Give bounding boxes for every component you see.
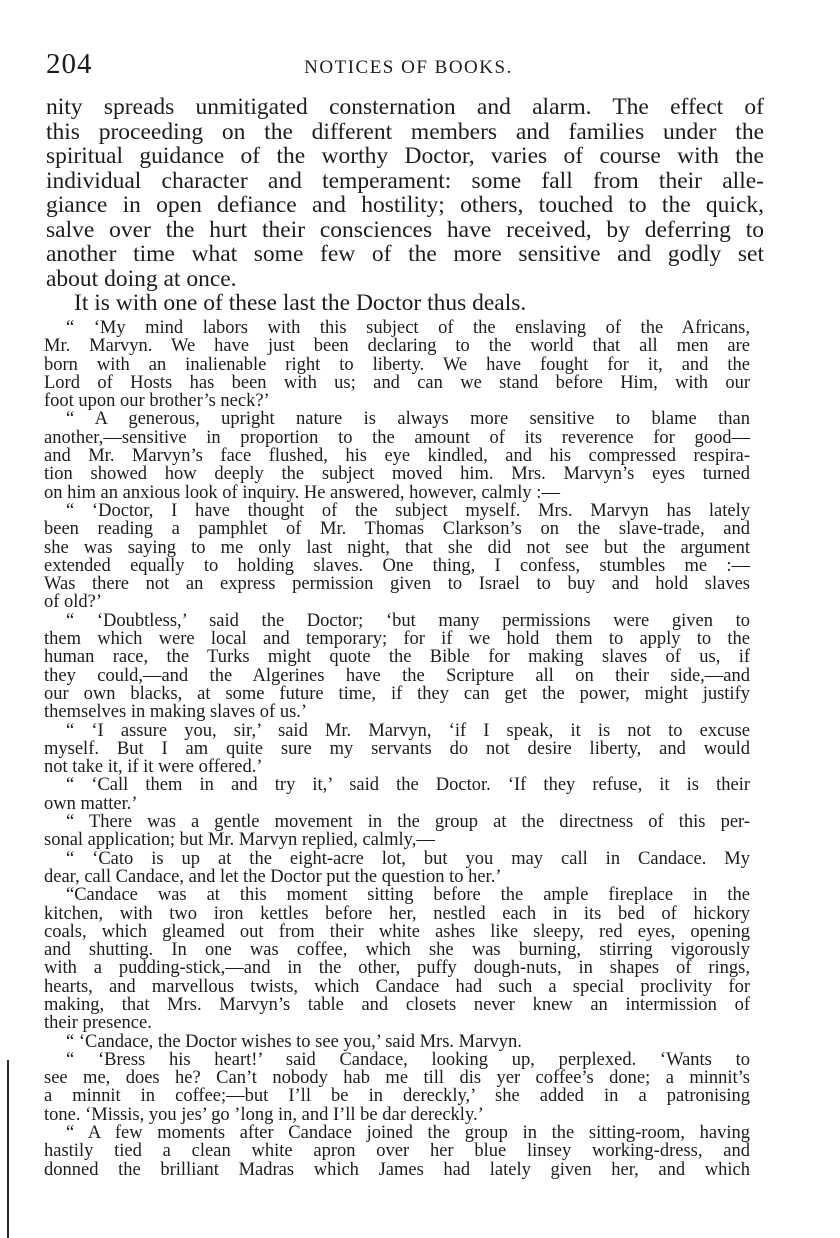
quote-line: “ A few moments after Candace joined the group in the sitting-room, having xyxy=(66,1123,750,1144)
body-text xyxy=(46,95,764,316)
quote-line: human race, the Turks might quote the Bible for making slaves of us, if xyxy=(44,647,750,668)
margin-rule xyxy=(7,1060,9,1238)
quote-line: “ ‘Call them in and try it,’ said the Doctor. ‘If they refuse, it is their xyxy=(66,775,750,796)
quote-line: “ ‘Candace, the Doctor wishes to see you,’ said Mrs. Marvyn. xyxy=(66,1031,522,1052)
quote-line: “ ‘Doubtless,’ said the Doctor; ‘but many permissions were given to xyxy=(66,610,750,631)
quote-line: Was there not an express permission given to Israel to buy and hold slaves xyxy=(44,574,750,595)
quote-line: them which were local and temporary; for if we hold them to apply to the xyxy=(44,629,750,650)
quote-line: own matter.’ xyxy=(44,793,138,814)
quote-line: foot upon our brother’s neck?’ xyxy=(44,391,270,412)
quote-line: another,—sensitive in proportion to the amount of its reverence for good— xyxy=(44,427,750,448)
running-head: NOTICES OF BOOKS. xyxy=(304,57,513,78)
quote-line: “ There was a gentle movement in the group at the directness of this per- xyxy=(66,812,750,833)
body-line: It is with one of these last the Doctor thus deals. xyxy=(74,290,527,316)
body-line: individual character and temperament: some fall from their alle- xyxy=(46,167,764,194)
quote-line: “ A generous, upright nature is always more sensitive to blame than xyxy=(66,409,750,430)
quote-line: on him an anxious look of inquiry. He answered, however, calmly :— xyxy=(44,482,560,503)
quote-line: and shutting. In one was coffee, which she was burning, stirring vigorously xyxy=(44,940,750,961)
quote-line: they could,—and the Algerines have the Scripture all on their side,—and xyxy=(44,665,750,686)
body-line: salve over the hurt their consciences have received, by deferring to xyxy=(46,216,764,243)
quote-line: “ ‘Bress his heart!’ said Candace, looking up, perplexed. ‘Wants to xyxy=(66,1049,750,1070)
quote-line: and Mr. Marvyn’s face flushed, his eye kindled, and his compressed respira- xyxy=(44,446,750,467)
quote-line: hearts, and marvellous twists, which Candace had such a special proclivity for xyxy=(44,976,750,997)
quote-line: kitchen, with two iron kettles before her, nestled each in its bed of hickory xyxy=(44,903,750,924)
body-line: another time what some few of the more sensitive and godly set xyxy=(46,241,764,267)
quote-line: themselves in making slaves of us.’ xyxy=(44,702,308,723)
quote-line: been reading a pamphlet of Mr. Thomas Clarkson’s on the slave-trade, and xyxy=(44,519,750,540)
quote-line: tion showed how deeply the subject moved him. Mrs. Marvyn’s eyes turned xyxy=(44,464,750,485)
body-line: spiritual guidance of the worthy Doctor, varies of course with the xyxy=(46,143,764,169)
quote-line: making, that Mrs. Marvyn’s table and closets never knew an intermission of xyxy=(44,994,750,1015)
quote-line: coals, which gleamed out from their white ashes like sleepy, red eyes, opening xyxy=(44,921,750,942)
quote-line: tone. ‘Missis, you jes’ go ’long in, and I’ll be dar dereckly.’ xyxy=(44,1104,484,1125)
quote-line: extended equally to holding slaves. One thing, I confess, stumbles me :— xyxy=(44,555,750,576)
quote-line: with a pudding-stick,—and in the other, puffy dough-nuts, in shapes of rings, xyxy=(44,958,750,979)
quote-line: born with an inalienable right to liberty. We have fought for it, and the xyxy=(44,354,750,375)
quote-line: Lord of Hosts has been with us; and can we stand before Him, with our xyxy=(44,372,750,393)
body-line: giance in open defiance and hostility; others, touched to the quick, xyxy=(46,192,764,218)
quote-line: “ ‘My mind labors with this subject of the enslaving of the Africans, xyxy=(66,318,750,338)
quote-line: “ ‘Doctor, I have thought of the subject myself. Mrs. Marvyn has lately xyxy=(66,500,750,521)
quote-line: dear, call Candace, and let the Doctor put the question to her.’ xyxy=(44,866,502,887)
quote-line: their presence. xyxy=(44,1013,152,1034)
quote-line: “Candace was at this moment sitting before the ample fireplace in the xyxy=(66,885,750,906)
quote-line: she was saying to me only last night, that she did not see but the argument xyxy=(44,537,750,558)
quote-line: hastily tied a clean white apron over her blue linsey working-dress, and xyxy=(44,1141,750,1162)
quoted-extract xyxy=(44,319,750,1179)
body-line: nity spreads unmitigated consternation and alarm. The effect of xyxy=(46,94,764,120)
quote-line: donned the brilliant Madras which James had lately given her, and which xyxy=(44,1159,750,1180)
quote-line: see me, does he? Can’t nobody hab me till dis yer coffee’s done; a minnit’s xyxy=(44,1068,750,1089)
body-line: about doing at once. xyxy=(46,265,237,292)
quote-line: sonal application; but Mr. Marvyn replied, calmly,— xyxy=(44,830,435,851)
quote-line: our own blacks, at some future time, if they can get the power, might justify xyxy=(44,683,750,704)
quote-line: Mr. Marvyn. We have just been declaring to the world that all men are xyxy=(44,336,750,357)
body-line: this proceeding on the different members and families under the xyxy=(46,118,764,145)
quote-line: of old?’ xyxy=(44,592,103,613)
page-number: 204 xyxy=(46,48,93,80)
quote-line: “ ‘I assure you, sir,’ said Mr. Marvyn, ‘if I speak, it is not to excuse xyxy=(66,720,750,741)
quote-line: myself. But I am quite sure my servants do not desire liberty, and would xyxy=(44,738,750,759)
page-header xyxy=(46,46,771,86)
quote-line: not take it, if it were offered.’ xyxy=(44,757,263,778)
quote-line: a minnit in coffee;—but I’ll be in dereckly,’ she added in a patronising xyxy=(44,1086,750,1107)
quote-line: “ ‘Cato is up at the eight-acre lot, but you may call in Candace. My xyxy=(66,848,750,869)
